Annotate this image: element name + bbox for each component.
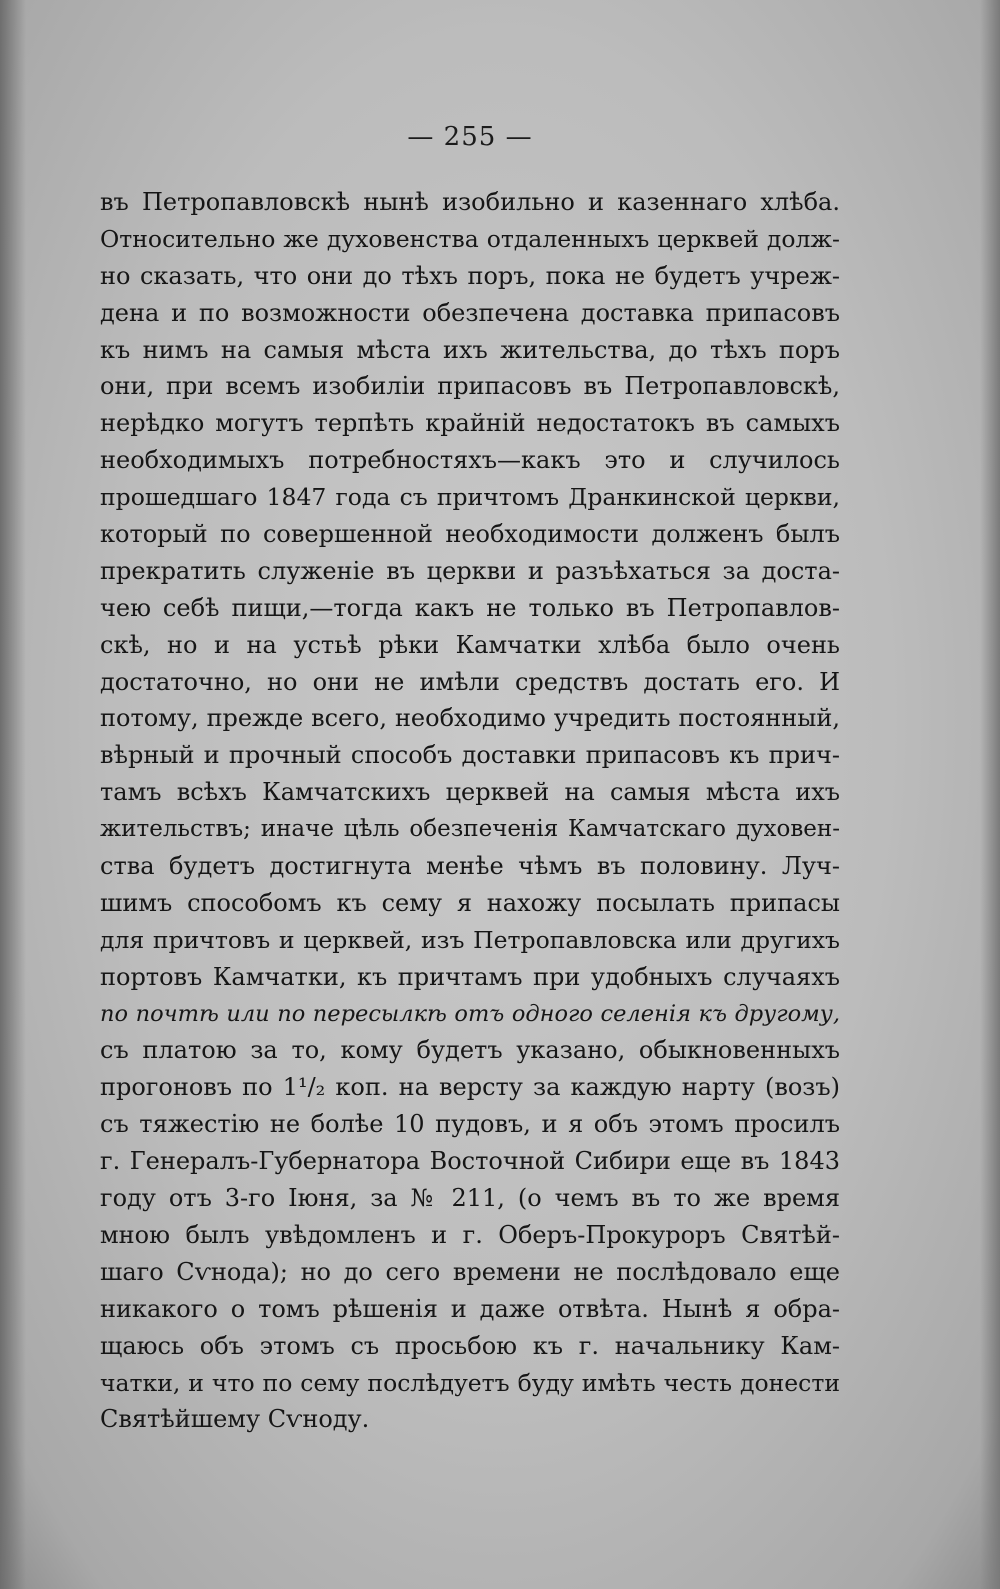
text-line: который по совершенной необходимости долженъ былъ xyxy=(100,520,840,549)
text-line: прекратить служеніе въ церкви и разъѣхаться за доста- xyxy=(100,556,840,585)
text-line: году отъ 3-го Іюня, за № 211, (о чемъ въ то же время xyxy=(100,1184,840,1213)
text-line: шимъ способомъ къ сему я нахожу посылать припасы xyxy=(100,888,840,917)
text-line: шаго Сѵнода); но до сего времени не послѣдовало еще xyxy=(100,1257,840,1286)
page-number: — 255 — xyxy=(407,122,533,152)
text-line: мною былъ увѣдомленъ и г. Оберъ-Прокуроръ Святѣй- xyxy=(100,1220,840,1249)
text-line: съ тяжестію не болѣе 10 пудовъ, и я объ этомъ просилъ xyxy=(100,1110,840,1139)
text-line: тамъ всѣхъ Камчатскихъ церквей на самыя мѣста ихъ xyxy=(100,778,840,807)
text-line: щаюсь объ этомъ съ просьбою къ г. начальнику Кам- xyxy=(100,1331,840,1360)
text-line: нерѣдко могутъ терпѣть крайній недостатокъ въ самыхъ xyxy=(100,409,840,438)
text-line: никакого о томъ рѣшенія и даже отвѣта. Нынѣ я обра- xyxy=(100,1294,840,1323)
text-line: достаточно, но они не имѣли средствъ достать его. И xyxy=(100,667,840,696)
text-line: чатки, и что по сему послѣдуетъ буду имѣть честь донести xyxy=(100,1368,840,1397)
text-line: чею себѣ пищи,—тогда какъ не только въ Петропавлов- xyxy=(100,593,840,622)
page-shadow-right xyxy=(980,0,1000,1589)
text-line: они, при всемъ изобиліи припасовъ въ Петропавловскѣ, xyxy=(100,372,840,401)
text-line: жительствъ; иначе цѣль обезпеченія Камчатскаго духовен- xyxy=(100,816,840,843)
body-text xyxy=(100,184,840,1438)
text-line-last: Святѣйшему Сѵноду. xyxy=(100,1405,370,1434)
text-line: для причтовъ и церквей, изъ Петропавловска или другихъ xyxy=(100,925,840,954)
text-line: дена и по возможности обезпечена доставка припасовъ xyxy=(100,298,840,327)
text-line: но сказать, что они до тѣхъ поръ, пока не будетъ учреж- xyxy=(100,261,840,290)
text-line: съ платою за то, кому будетъ указано, обыкновенныхъ xyxy=(100,1036,840,1065)
text-line: въ Петропавловскѣ нынѣ изобильно и казеннаго хлѣба. xyxy=(100,188,840,216)
text-line: потому, прежде всего, необходимо учредить постоянный, xyxy=(100,704,840,733)
text-line: необходимыхъ потребностяхъ—какъ это и случилось xyxy=(100,446,840,475)
page-shadow-left xyxy=(0,0,26,1589)
text-line: ства будетъ достигнута менѣе чѣмъ въ половину. Луч- xyxy=(100,852,840,881)
text-line: прошедшаго 1847 года съ причтомъ Дранкинской церкви, xyxy=(100,483,840,512)
text-line: вѣрный и прочный способъ доставки припасовъ къ прич- xyxy=(100,741,840,770)
text-line: прогоновъ по 1¹/₂ коп. на версту за каждую нарту (возъ) xyxy=(100,1073,840,1102)
text-line: къ нимъ на самыя мѣста ихъ жительства, до тѣхъ поръ xyxy=(100,335,840,364)
text-line-italic: по почтѣ или по пересылкѣ отъ одного селенія къ другому, xyxy=(100,1000,840,1027)
text-line: г. Генералъ-Губернатора Восточной Сибири еще въ 1843 xyxy=(100,1147,840,1176)
text-line: портовъ Камчатки, къ причтамъ при удобныхъ случаяхъ xyxy=(100,962,840,991)
text-line: Относительно же духовенства отдаленныхъ церквей долж- xyxy=(100,224,840,253)
text-line: скѣ, но и на устьѣ рѣки Камчатки хлѣба было очень xyxy=(100,630,840,659)
